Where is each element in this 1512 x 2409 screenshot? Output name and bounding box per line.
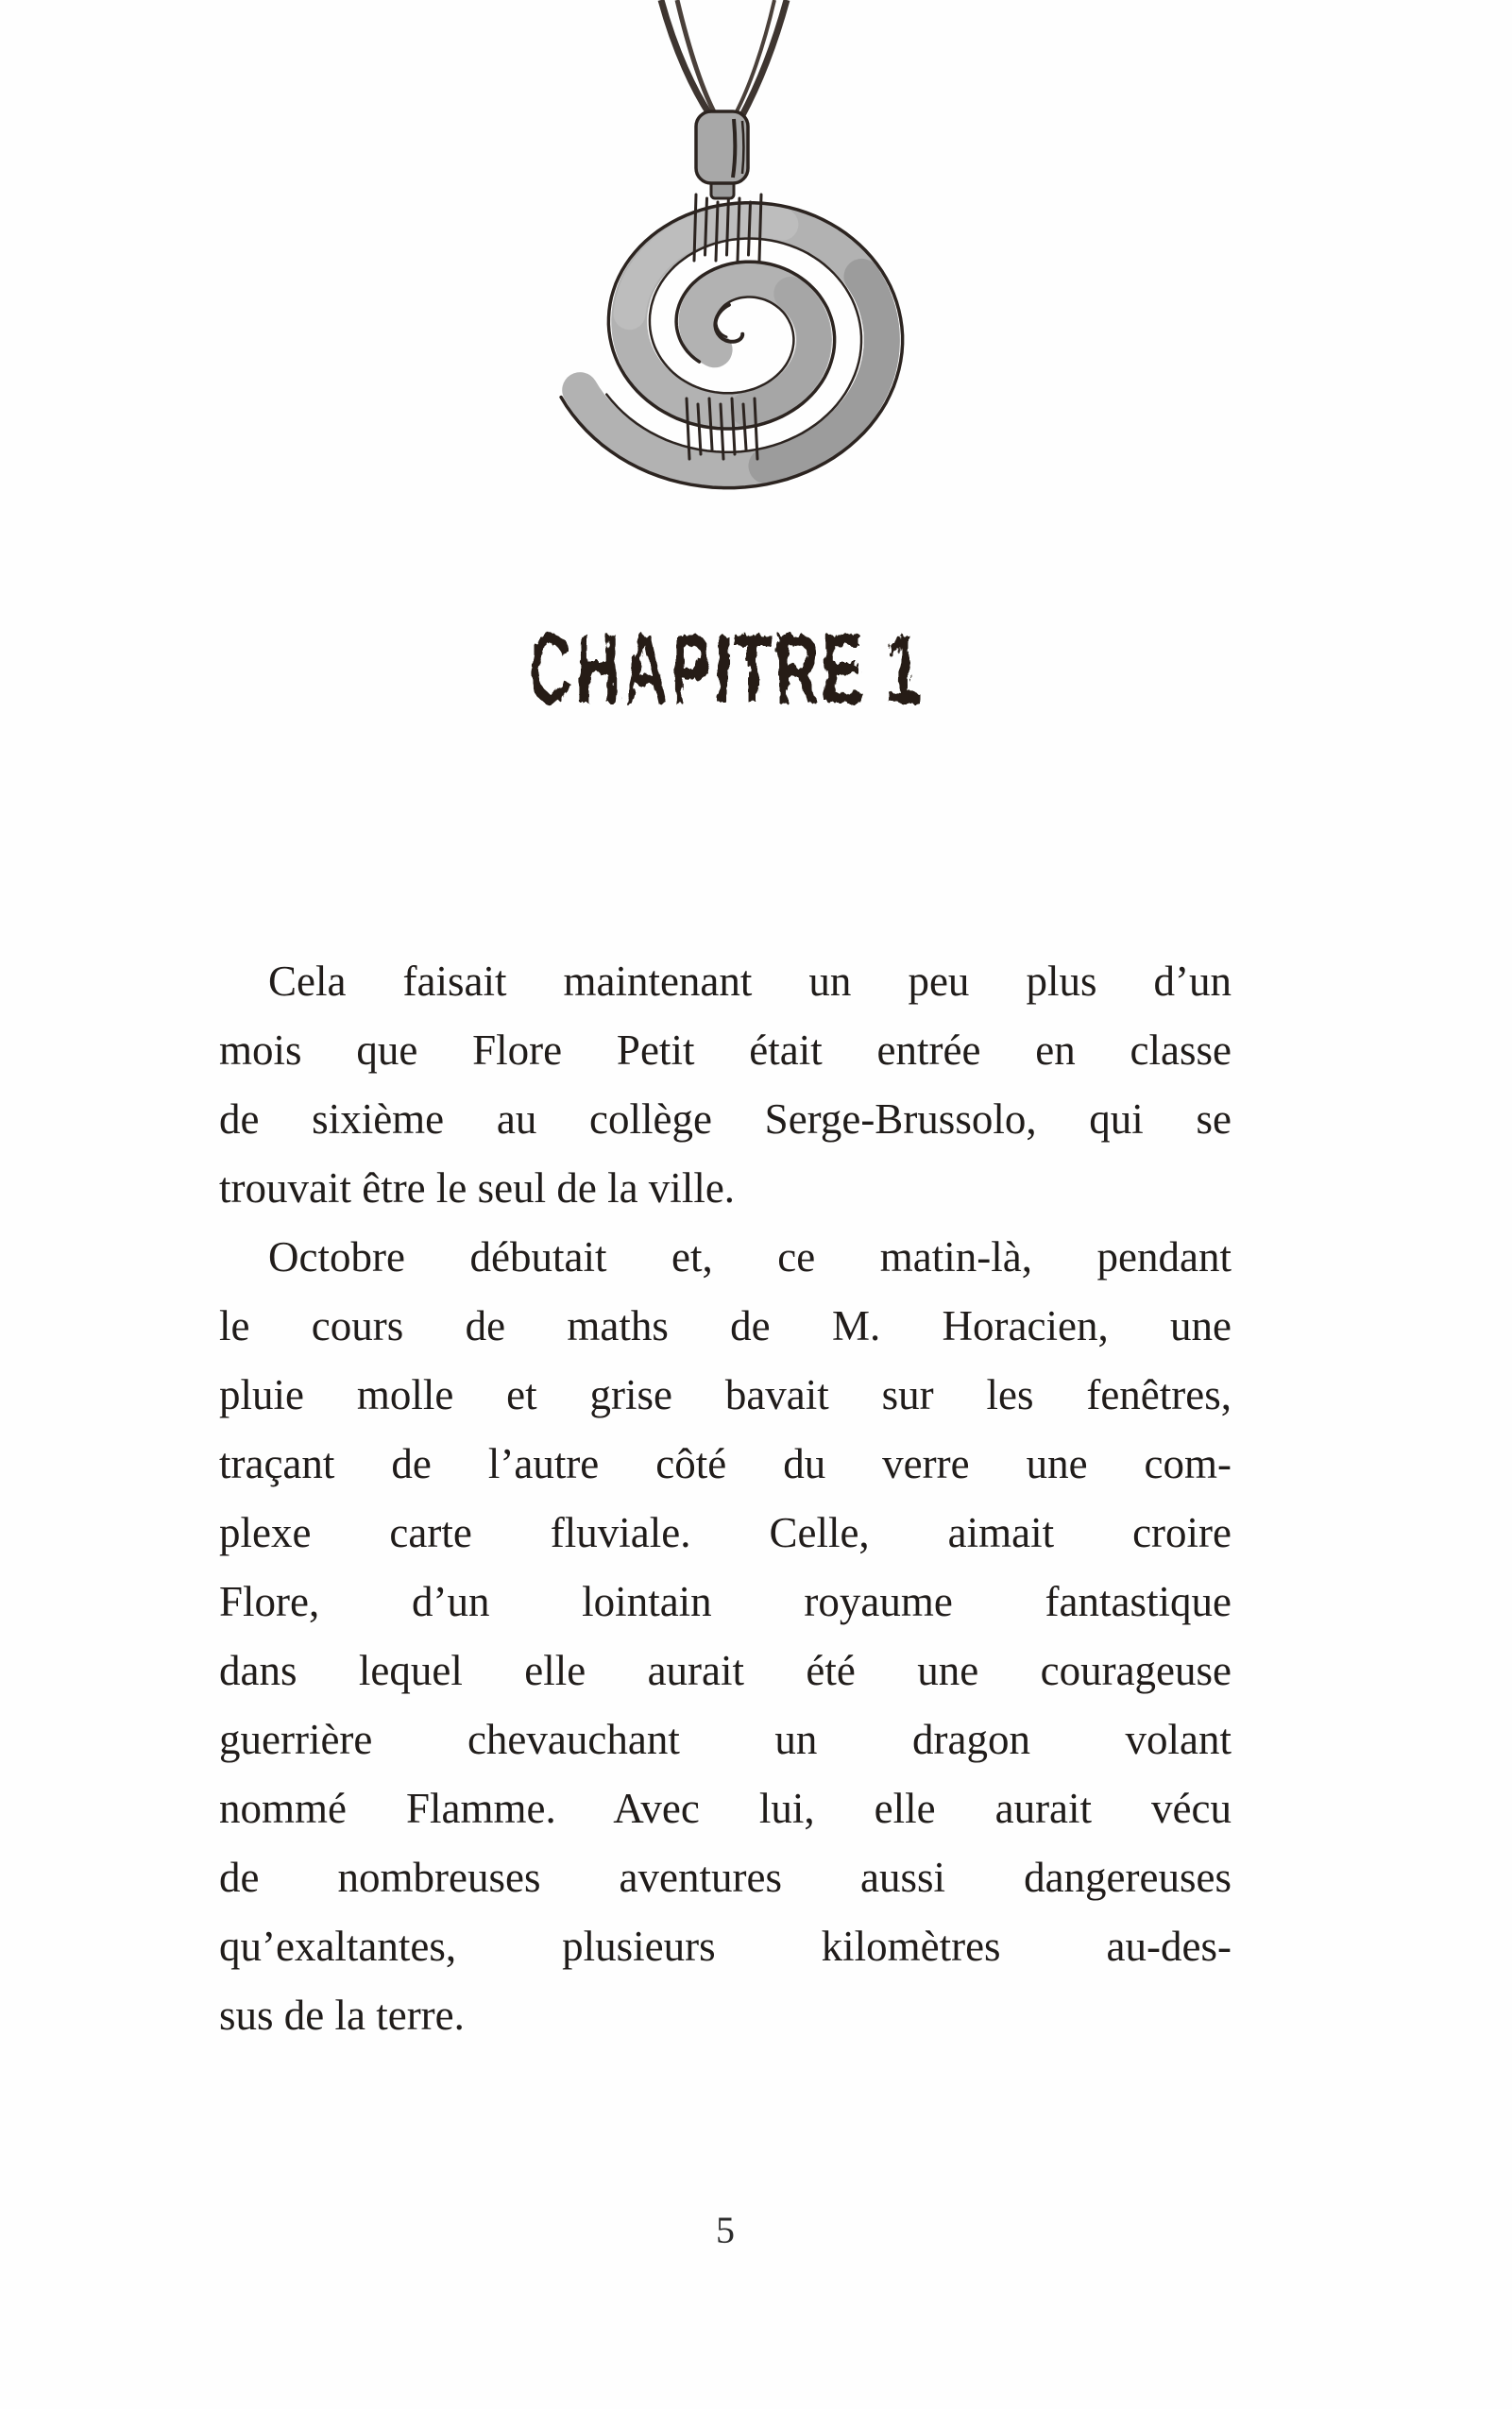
pendant-illustration	[548, 0, 926, 515]
body-line: qu’exaltantes, plusieurs kilomètres au-des-	[219, 1923, 1232, 1970]
body-line: nommé Flamme. Avec lui, elle aurait vécu	[219, 1785, 1232, 1832]
body-line: guerrière chevauchant un dragon volant	[219, 1716, 1232, 1763]
body-line: de sixième au collège Serge-Brussolo, qui se	[219, 1095, 1232, 1143]
chapter-title	[219, 604, 1232, 746]
paragraph	[219, 947, 1232, 1223]
chapter-title-text: CHAPITRE 1	[527, 614, 924, 724]
spiral-disc	[561, 195, 903, 488]
body-line: sus de la terre.	[219, 1992, 465, 2039]
body-line: Flore, d’un lointain royaume fantastique	[219, 1578, 1232, 1625]
body-line: plexe carte fluviale. Celle, aimait croire	[219, 1509, 1232, 1556]
body-line: le cours de maths de M. Horacien, une	[219, 1302, 1232, 1349]
body-line: Cela faisait maintenant un peu plus d’un	[268, 958, 1232, 1005]
pendant-bail	[696, 111, 748, 198]
paragraph	[219, 1223, 1232, 2050]
necklace-cord	[661, 0, 787, 117]
body-line: de nombreuses aventures aussi dangereuses	[219, 1854, 1232, 1901]
body-line: traçant de l’autre côté du verre une com-	[219, 1440, 1232, 1487]
page-number: 5	[716, 2209, 735, 2251]
body-line: pluie molle et grise bavait sur les fenêtres,	[219, 1371, 1232, 1418]
body-line: trouvait être le seul de la ville.	[219, 1164, 736, 1212]
body-line: Octobre débutait et, ce matin-là, pendant	[268, 1233, 1232, 1281]
body-text	[219, 947, 1232, 2050]
body-line: dans lequel elle aurait été une courageuse	[219, 1647, 1232, 1694]
spiral-pendant-icon	[548, 0, 926, 515]
body-line: mois que Flore Petit était entrée en classe	[219, 1026, 1232, 1074]
